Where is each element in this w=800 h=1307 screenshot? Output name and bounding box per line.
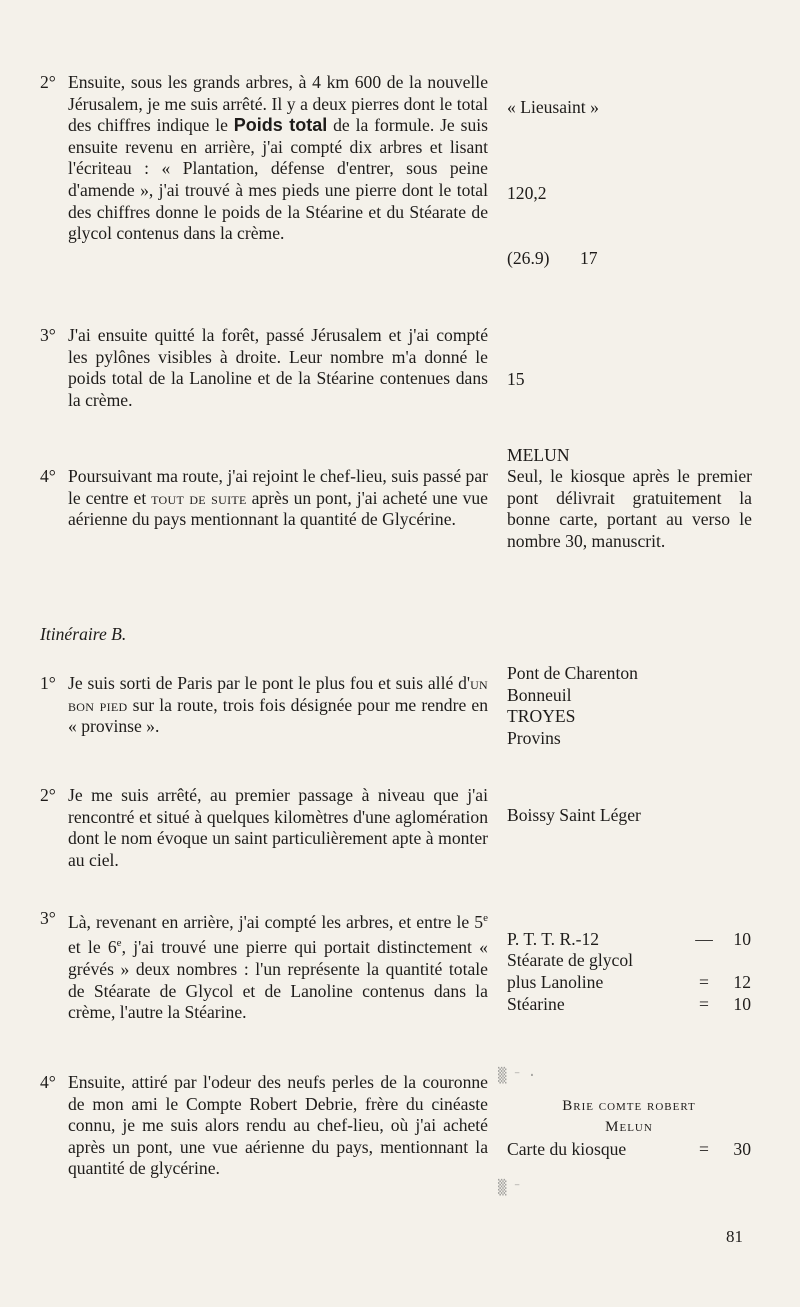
bold-term: Poids total [233,115,328,136]
item-number: 2° [40,785,56,805]
smudge-mark: ▒ ⁻ · [498,1068,536,1084]
paragraph-text: Poursuivant ma route, j'ai rejoint le chef-lieu, suis passé par le centre et [68,466,488,508]
value-stearine-paren: (26.9) [507,248,550,268]
value-row [507,929,751,951]
route-line-1: Pont de Charenton [507,663,638,683]
row-sign: = [699,1139,709,1159]
melun-note: Seul, le kiosque après le premier pont délivrait gratuitement la bonne carte, portant au verso le nombre 30, manuscrit. [507,466,752,551]
value-row [507,994,751,1016]
place-boissy: Boissy Saint Léger [507,805,641,825]
row-label: plus Lanoline [507,972,604,992]
row-value: 30 [733,1139,751,1159]
row-label: Carte du kiosque [507,1139,627,1159]
row-sign: = [699,972,709,992]
melun-title: MELUN [507,445,570,465]
paragraph-text: J'ai ensuite quitté la forêt, passé Jérusalem et j'ai compté les pylônes visibles à droite. Leur nombre m'a donné le poids total de la Lanoline et de la Stéarine contenues dans la crème. [68,325,488,410]
item-number: 2° [40,72,56,92]
row-sign: = [699,994,709,1014]
item-number: 4° [40,1072,56,1092]
value-stearine: 17 [580,248,598,268]
paragraph-text: , j'ai trouvé une pierre qui portait distinctement « grévés » deux nombres : l'un représente la quantité totale de Stéarate de Glycol et de Lanoline contenus dans la crème, l'autre la Stéarine. [68,937,488,1023]
paragraph-text: après un pont, j'ai acheté une vue aérienne du pays mentionnant la quantité de Glycérine. [68,487,488,530]
smudge-mark: ▒ ⁻ [498,1180,521,1196]
small-caps-text: un bon pied [68,673,488,715]
paragraph-b2-passage-niveau [40,785,488,871]
place-lieusaint: « Lieusaint » [507,97,599,117]
value-row [507,972,751,994]
place-brie-comte-robert: Brie comte robert [562,1098,696,1114]
row-value: 10 [733,994,751,1014]
row-label: Stéarine [507,994,565,1014]
row-label: P. T. T. R.-12 [507,929,600,949]
paragraph-text: sur la route, trois fois désignée pour me rendre en « provinse ». [68,694,488,737]
small-caps-text: tout de suite [151,487,247,508]
paragraph-text: Je suis sorti de Paris par le pont le plus fou et suis allé d' [68,673,471,693]
value-lanoline: 15 [507,369,525,389]
row-label: Stéarate de glycol [507,950,634,970]
row-value: 12 [733,972,751,992]
row-value: 10 [733,929,751,949]
carte-kiosque-row [507,1139,751,1161]
paragraph-b3-arbres [40,908,488,1024]
value-poids-total: 120,2 [507,183,547,203]
section-heading: Itinéraire B. [40,624,127,644]
paragraph-b1-paris [40,673,488,738]
item-number: 4° [40,466,56,486]
item-number: 1° [40,673,56,693]
superscript: e [483,912,488,924]
route-line-3: TROYES [507,706,576,726]
paragraph-text: Là, revenant en arrière, j'ai compté les arbres, et entre le 5 [68,911,484,932]
paragraph-3-pylones [40,325,488,411]
page-number: 81 [726,1227,743,1246]
paragraph-4-chef-lieu [40,466,488,531]
paragraph-b4-couronne [40,1072,488,1180]
item-number: 3° [40,325,56,345]
paragraph-text: de la formule. Je suis ensuite revenu en arrière, j'ai compté dix arbres et lisant l'écriteau : « Plantation, défense d'entrer, sous peine d'amende », j'ai trouvé à mes pieds une pierre dont le total des chiffres donne le poids de la Stéarine et du Stéarate de glycol contenus dans la crème. [68,115,488,244]
value-row [507,950,751,972]
paragraph-text: Ensuite, sous les grands arbres, à 4 km 600 de la nouvelle Jérusalem, je me suis arrêté. Il y a deux pierres dont le total des chiffres indique le [68,72,488,136]
paragraph-text: et le 6 [68,937,117,958]
route-line-2: Bonneuil [507,685,572,705]
paragraph-text: Je me suis arrêté, au premier passage à niveau que j'ai rencontré et situé à quelques kilomètres d'une aglomération dont le nom évoque un saint particulièrement apte à monter au ciel. [68,785,488,870]
place-melun: Melun [605,1119,653,1135]
row-sign: — [695,929,713,949]
item-number: 3° [40,908,56,928]
paragraph-text: Ensuite, attiré par l'odeur des neufs perles de la couronne de mon ami le Compte Robert Debrie, frère du cinéaste connu, je me suis alors rendu au chef-lieu, où j'ai acheté après un pont, une vue aérienne du pays, mentionnant la quantité de glycérine. [68,1072,488,1179]
superscript: e [116,937,122,950]
paragraph-2-sous-les-arbres [40,72,488,245]
route-line-4: Provins [507,728,561,748]
